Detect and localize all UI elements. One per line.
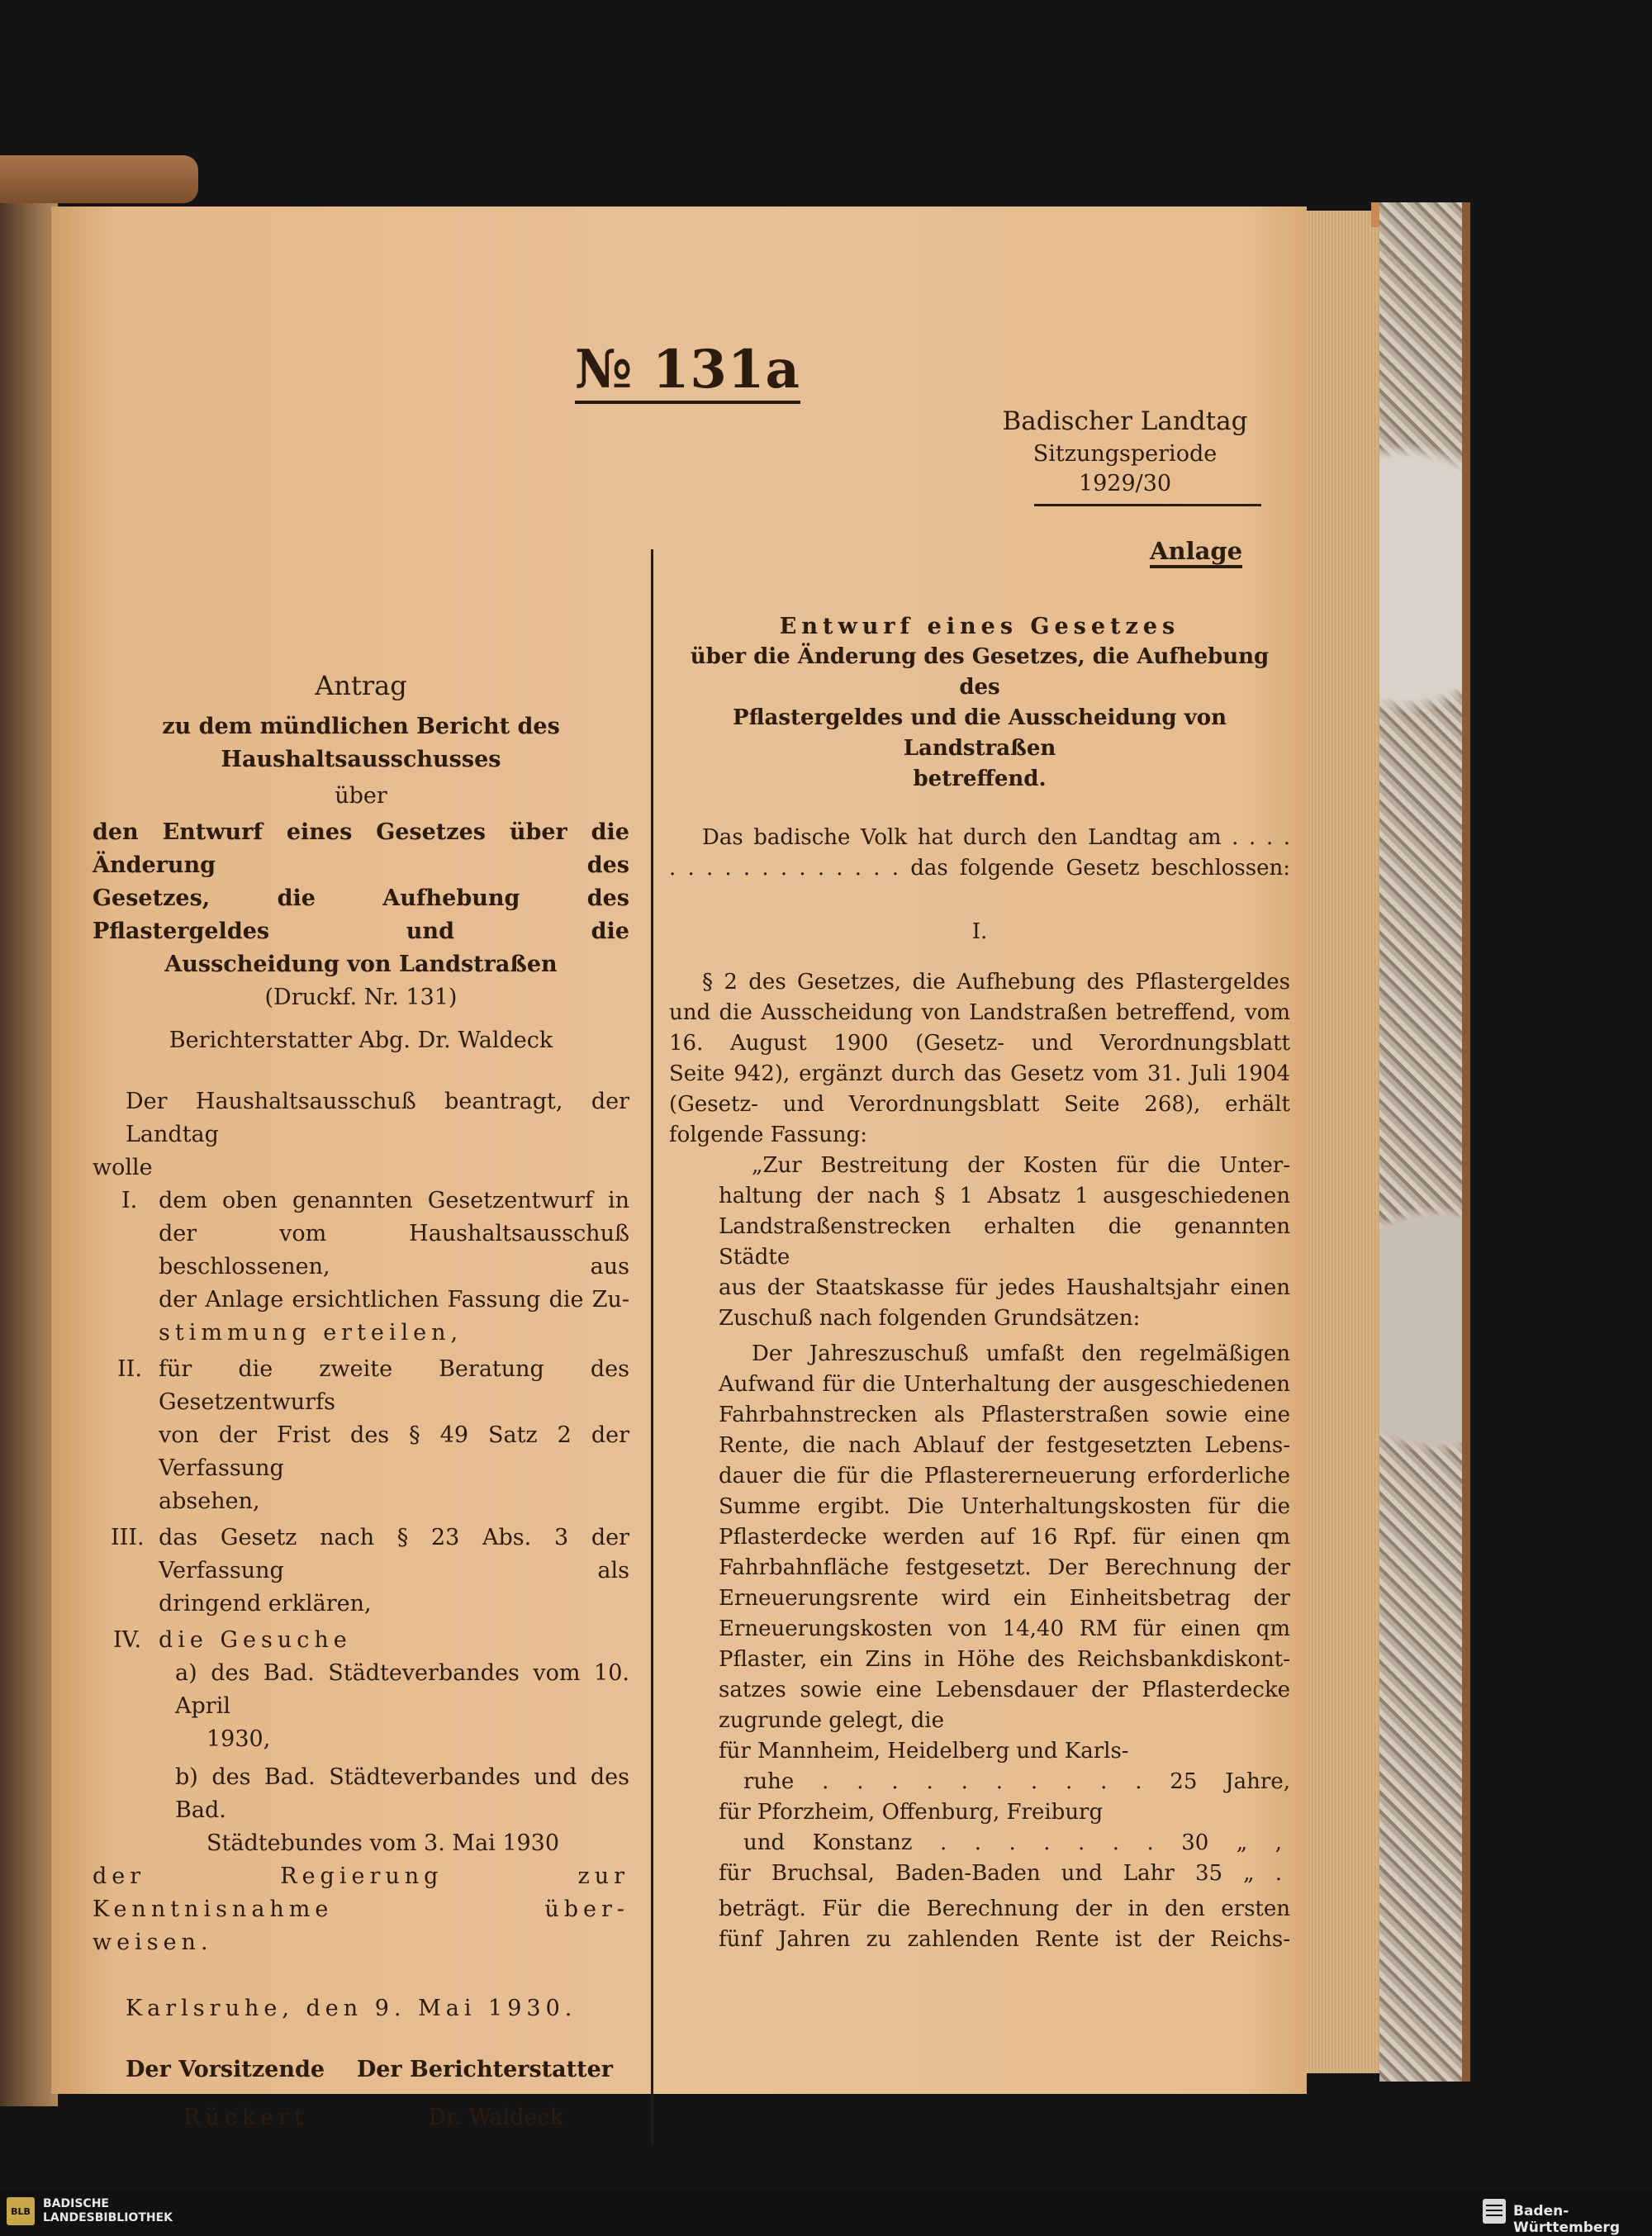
signature-titles bbox=[93, 2053, 629, 2086]
closing-line: weisen. bbox=[93, 1930, 213, 1955]
header-landtag: Badischer Landtag bbox=[1002, 406, 1248, 436]
intro-line: wolle bbox=[93, 1155, 153, 1180]
reporter-line: Berichterstatter Abg. Dr. Waldeck bbox=[169, 1028, 553, 1053]
item-line: 1930, bbox=[206, 1726, 271, 1752]
header-year: 1929/30 bbox=[1078, 471, 1172, 496]
text-line: Pflaster, ein Zins in Höhe des Reichsbankdiskont- bbox=[719, 1647, 1290, 1672]
item-line: von der Frist des § 49 Satz 2 der Verfassung bbox=[159, 1422, 629, 1481]
item-line: dringend erklären, bbox=[159, 1591, 372, 1616]
signature-names bbox=[93, 2086, 629, 2134]
item-line: a) des Bad. Städteverbandes vom 10. April bbox=[175, 1660, 629, 1719]
text-line: Fahrbahnfläche festgesetzt. Der Berechnung der bbox=[719, 1555, 1290, 1580]
text-line: Zuschuß nach folgenden Grundsätzen: bbox=[719, 1306, 1141, 1331]
bw-label[interactable]: Baden-Württemberg bbox=[1513, 2203, 1620, 2236]
previous-page-edge bbox=[0, 157, 58, 2106]
signature-name-reporter: Dr. Waldeck bbox=[428, 2105, 563, 2130]
antrag-subject-line: Gesetzes, die Aufhebung des Pflastergeldes und die bbox=[93, 885, 629, 944]
header-period: Sitzungsperiode bbox=[1032, 441, 1218, 467]
draft-heading: Entwurf eines Gesetzes bbox=[779, 614, 1180, 639]
text-line: § 2 des Gesetzes, die Aufhebung des Pflastergeldes bbox=[702, 970, 1290, 995]
text-line: Landstraßenstrecken erhalten die genannten Städte bbox=[719, 1214, 1290, 1270]
blb-name-line: BADISCHE bbox=[43, 2197, 109, 2210]
viewer-footer bbox=[0, 2191, 1652, 2236]
item-line: für die zweite Beratung des Gesetzentwurfs bbox=[159, 1356, 629, 1415]
text-line: dauer die für die Pflastererneuerung erforderliche bbox=[719, 1464, 1290, 1488]
item-line: dem oben genannten Gesetzentwurf in bbox=[159, 1188, 629, 1213]
text-line: 16. August 1900 (Gesetz- und Verordnungsblatt bbox=[669, 1031, 1290, 1056]
text-line: Seite 942), ergänzt durch das Gesetz vom 31. Juli 1904 bbox=[669, 1061, 1290, 1086]
left-column bbox=[93, 669, 629, 2134]
bw-coat-of-arms-icon[interactable] bbox=[1480, 2197, 1508, 2225]
section-number: I. bbox=[971, 919, 988, 944]
text-line: Erneuerungskosten von 14,40 RM für einen qm bbox=[719, 1616, 1290, 1641]
text-line: Rente, die nach Ablauf der festgesetzten Lebens- bbox=[719, 1433, 1290, 1458]
table-line: und Konstanz . . . . . . . 30 „ , bbox=[743, 1830, 1282, 1855]
column-separator bbox=[651, 549, 653, 2143]
text-line: beträgt. Für die Berechnung der in den ersten bbox=[719, 1897, 1290, 1921]
text-line: Summe ergibt. Die Unterhaltungskosten für die bbox=[719, 1494, 1290, 1519]
text-line: Pflasterdecke werden auf 16 Rpf. für einen qm bbox=[719, 1525, 1290, 1550]
item-i bbox=[93, 1184, 629, 1350]
item-line: Städtebundes vom 3. Mai 1930 bbox=[206, 1830, 560, 1856]
blb-name[interactable] bbox=[43, 2197, 173, 2225]
item-line: der Anlage ersichtlichen Fassung die Zu- bbox=[159, 1287, 629, 1313]
signature-name-chair: Rückert bbox=[183, 2105, 308, 2130]
text-line: folgende Fassung: bbox=[669, 1123, 868, 1147]
text-line: (Gesetz- und Verordnungsblatt Seite 268), erhält bbox=[669, 1092, 1290, 1117]
table-line: für Pforzheim, Offenburg, Freiburg bbox=[719, 1800, 1104, 1825]
text-line: zugrunde gelegt, die bbox=[719, 1708, 944, 1733]
document-number: № 131a bbox=[575, 339, 800, 404]
marbled-cover-edge bbox=[1379, 202, 1470, 2082]
table-line: für Mannheim, Heidelberg und Karls- bbox=[719, 1739, 1129, 1764]
item-iv bbox=[93, 1624, 629, 1860]
item-line: absehen, bbox=[159, 1488, 260, 1514]
item-number: III. bbox=[111, 1525, 145, 1550]
antrag-subtitle: zu dem mündlichen Bericht des Haushaltsausschusses bbox=[162, 714, 560, 772]
text-line: Aufwand für die Unterhaltung der ausgeschiedenen bbox=[719, 1372, 1290, 1397]
antrag-ueber: über bbox=[335, 783, 387, 809]
text-line: Der Jahreszuschuß umfaßt den regelmäßigen bbox=[752, 1341, 1290, 1366]
closing-line: der Regierung zur Kenntnisnahme über- bbox=[93, 1863, 629, 1922]
text-line: Fahrbahnstrecken als Pflasterstraßen sowie eine bbox=[719, 1403, 1290, 1427]
item-ii bbox=[93, 1353, 629, 1518]
antrag-subject-line: Ausscheidung von Landstraßen bbox=[164, 952, 558, 977]
draft-heading-line: betreffend. bbox=[913, 767, 1047, 791]
item-line: die Gesuche bbox=[159, 1627, 352, 1653]
item-line: b) des Bad. Städteverbandes und des Bad. bbox=[175, 1764, 629, 1823]
enactment-line: Das badische Volk hat durch den Landtag am . . . . bbox=[702, 825, 1290, 850]
draft-heading-line: über die Änderung des Gesetzes, die Aufhebung des bbox=[690, 644, 1270, 700]
binding-strap bbox=[0, 155, 198, 203]
item-number: I. bbox=[121, 1188, 138, 1213]
item-number: II. bbox=[117, 1356, 142, 1382]
text-line: und die Ausscheidung von Landstraßen betreffend, vom bbox=[669, 1000, 1290, 1025]
anlage-label: Anlage bbox=[1150, 537, 1242, 568]
document-page bbox=[51, 207, 1307, 2130]
signature-title-reporter: Der Berichterstatter bbox=[356, 2057, 613, 2082]
place-date: Karlsruhe, den 9. Mai 1930. bbox=[126, 1996, 577, 2021]
text-line: Erneuerungsrente wird ein Einheitsbetrag der bbox=[719, 1586, 1290, 1611]
antrag-heading: Antrag bbox=[315, 670, 407, 701]
table-line: für Bruchsal, Baden-Baden und Lahr 35 „ . bbox=[719, 1861, 1282, 1886]
item-iii bbox=[93, 1522, 629, 1621]
draft-heading-line: Pflastergeldes und die Ausscheidung von Landstraßen bbox=[733, 705, 1227, 761]
item-line: stimmung erteilen, bbox=[159, 1320, 463, 1346]
intro-line: Der Haushaltsausschuß beantragt, der Landtag bbox=[126, 1089, 629, 1147]
text-line: „Zur Bestreitung der Kosten für die Unter- bbox=[752, 1153, 1290, 1178]
text-line: satzes sowie eine Lebensdauer der Pflasterdecke bbox=[719, 1678, 1290, 1702]
table-line: ruhe . . . . . . . . . . 25 Jahre, bbox=[743, 1769, 1290, 1794]
antrag-subject-line: den Entwurf eines Gesetzes über die Änderung des bbox=[93, 819, 629, 878]
item-number: IV. bbox=[113, 1627, 142, 1653]
blb-logo-icon[interactable]: BLB bbox=[7, 2197, 35, 2225]
enactment-line: . . . . . . . . . . . . . das folgende Gesetz beschlossen: bbox=[669, 856, 1290, 881]
signature-title-chair: Der Vorsitzende bbox=[126, 2057, 325, 2082]
drucksache-ref: (Druckf. Nr. 131) bbox=[264, 985, 458, 1010]
header-rule bbox=[1034, 504, 1261, 506]
blb-name-line: LANDESBIBLIOTHEK bbox=[43, 2211, 173, 2224]
right-column bbox=[669, 611, 1290, 1955]
item-line: der vom Haushaltsausschuß beschlossenen, aus bbox=[159, 1221, 629, 1279]
text-line: haltung der nach § 1 Absatz 1 ausgeschiedenen bbox=[719, 1184, 1290, 1208]
text-line: aus der Staatskasse für jedes Haushaltsjahr einen bbox=[719, 1275, 1290, 1300]
item-line: das Gesetz nach § 23 Abs. 3 der Verfassung als bbox=[159, 1525, 629, 1583]
text-line: fünf Jahren zu zahlenden Rente ist der Reichs- bbox=[719, 1927, 1290, 1952]
page-block-edges bbox=[1301, 211, 1379, 2073]
